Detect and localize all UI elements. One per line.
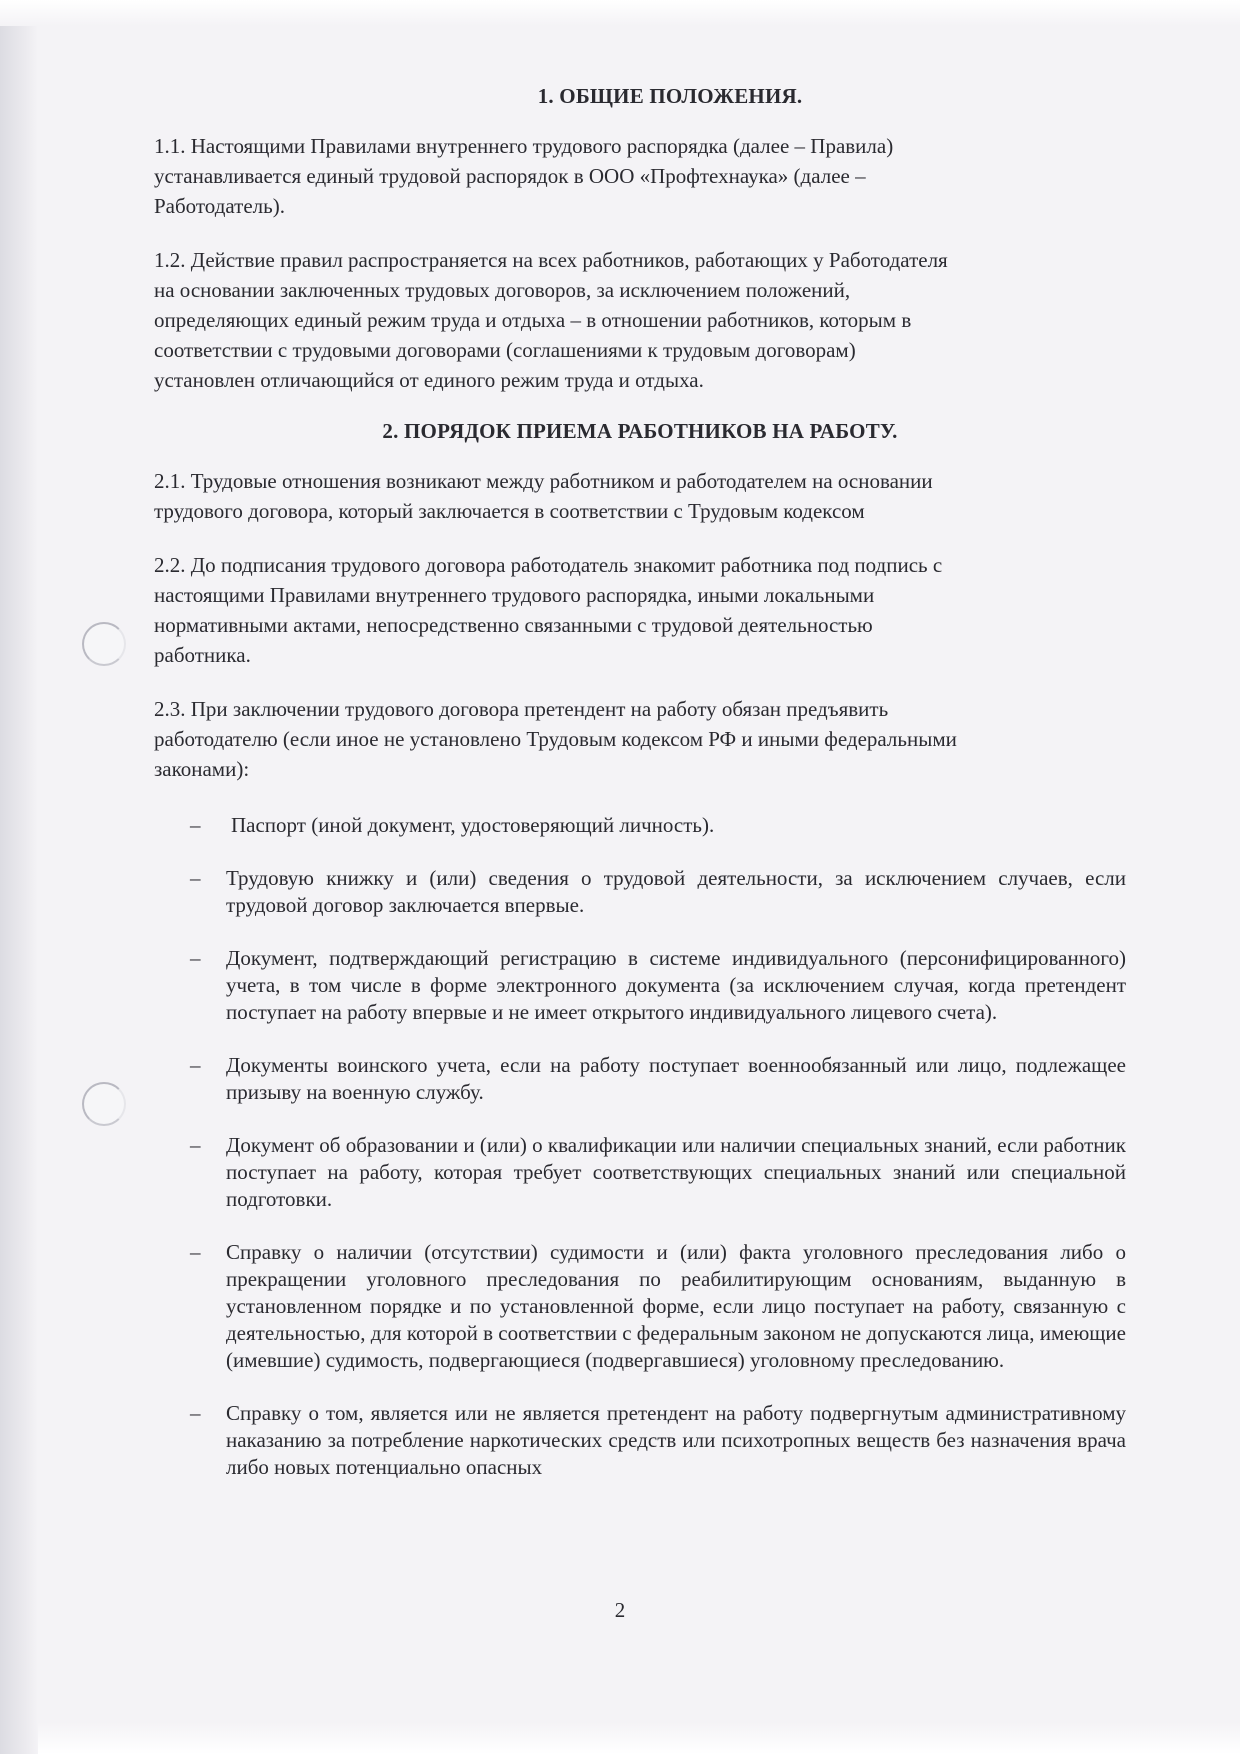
list-dash-marker: – (190, 1133, 201, 1157)
paragraph-line: Работодатель). (154, 194, 285, 218)
paragraph-2-2 (154, 550, 1084, 670)
list-item (154, 1400, 1126, 1481)
list-dash-marker: – (190, 1401, 201, 1425)
paragraph-line: определяющих единый режим труда и отдыха – в отношении работников, которым в (154, 308, 912, 332)
paragraph-line: 2.2. До подписания трудового договора работодатель знакомит работника под подпись с (154, 553, 943, 577)
list-dash-marker: – (190, 1240, 201, 1264)
paragraph-line: работника. (154, 643, 251, 667)
list-item (154, 1239, 1126, 1374)
paragraph-line: 1.2. Действие правил распространяется на всех работников, работающих у Работодателя (154, 248, 948, 272)
list-dash-marker: – (190, 946, 201, 970)
page-number: 2 (614, 1598, 626, 1622)
list-item-text: Справку о наличии (отсутствии) судимости и (или) факта уголовного преследования либо о прекращении уголовного преследования по реабилитирующим основаниям, выданную в установленном порядке и по установленной форме, если лицо поступает на работу, связанную с деятельностью, для которой в соответствии с федеральным законом не допускаются лица, имеющие (имевшие) судимость, подвергающиеся (подвергавшиеся) уголовному преследованию. (226, 1240, 1126, 1372)
list-item (154, 865, 1126, 919)
scan-left-edge-shadow (0, 0, 38, 1754)
punch-hole-lower (82, 1082, 126, 1126)
section-1-title: 1. ОБЩИЕ ПОЛОЖЕНИЯ. (537, 84, 803, 108)
paragraph-line: соответствии с трудовыми договорами (соглашениями к трудовым договорам) (154, 338, 856, 362)
list-item (154, 945, 1126, 1026)
paragraph-line: настоящими Правилами внутреннего трудового распорядка, иными локальными (154, 583, 875, 607)
section-2-title: 2. ПОРЯДОК ПРИЕМА РАБОТНИКОВ НА РАБОТУ. (382, 419, 898, 443)
paragraph-1-1 (154, 131, 1084, 221)
list-dash-marker: – (190, 866, 201, 890)
paragraph-2-1 (154, 466, 1084, 526)
punch-hole-upper (82, 622, 126, 666)
paragraph-line: нормативными актами, непосредственно связанными с трудовой деятельностью (154, 613, 873, 637)
scan-bottom-edge (38, 1722, 1240, 1754)
list-item (154, 1132, 1126, 1213)
paragraph-line: устанавливается единый трудовой распорядок в ООО «Профтехнаука» (далее – (154, 164, 866, 188)
required-documents-list (154, 812, 1126, 1481)
list-dash-marker: – (190, 813, 201, 837)
paragraph-line: 1.1. Настоящими Правилами внутреннего трудового распорядка (далее – Правила) (154, 134, 894, 158)
list-dash-marker: – (190, 1053, 201, 1077)
paragraph-line: 2.1. Трудовые отношения возникают между работником и работодателем на основании (154, 469, 933, 493)
paragraph-line: на основании заключенных трудовых договоров, за исключением положений, (154, 278, 851, 302)
paragraph-2-3 (154, 694, 1084, 784)
list-item-text: Справку о том, является или не является претендент на работу подвергнутым административному наказанию за потребление наркотических средств или психотропных веществ без назначения врача либо новых потенциально опасных (226, 1401, 1126, 1479)
paragraph-line: законами): (154, 757, 250, 781)
paragraph-1-2 (154, 245, 1084, 395)
paragraph-line: 2.3. При заключении трудового договора претендент на работу обязан предъявить (154, 697, 889, 721)
list-item-text: Документ, подтверждающий регистрацию в системе индивидуального (персонифицированного) учета, в том числе в форме электронного документа (за исключением случая, когда претендент поступает на работу впервые и не имеет открытого индивидуального лицевого счета). (226, 946, 1126, 1024)
document-page (154, 84, 1126, 1481)
list-item-text: Паспорт (иной документ, удостоверяющий личность). (231, 813, 715, 837)
list-item (154, 1052, 1126, 1106)
list-item-text: Трудовую книжку и (или) сведения о трудовой деятельности, за исключением случаев, если трудовой договор заключается впервые. (226, 866, 1126, 917)
paragraph-line: установлен отличающийся от единого режим труда и отдыха. (154, 368, 704, 392)
paragraph-line: работодателю (если иное не установлено Трудовым кодексом РФ и иными федеральными (154, 727, 957, 751)
paragraph-line: трудового договора, который заключается в соответствии с Трудовым кодексом (154, 499, 865, 523)
list-item-text: Документ об образовании и (или) о квалификации или наличии специальных знаний, если работник поступает на работу, которая требует соответствующих специальных знаний или специальной подготовки. (226, 1133, 1126, 1211)
scan-top-edge (0, 0, 1240, 26)
list-item (154, 812, 1126, 839)
list-item-text: Документы воинского учета, если на работу поступает военнообязанный или лицо, подлежащее призыву на военную службу. (226, 1053, 1126, 1104)
